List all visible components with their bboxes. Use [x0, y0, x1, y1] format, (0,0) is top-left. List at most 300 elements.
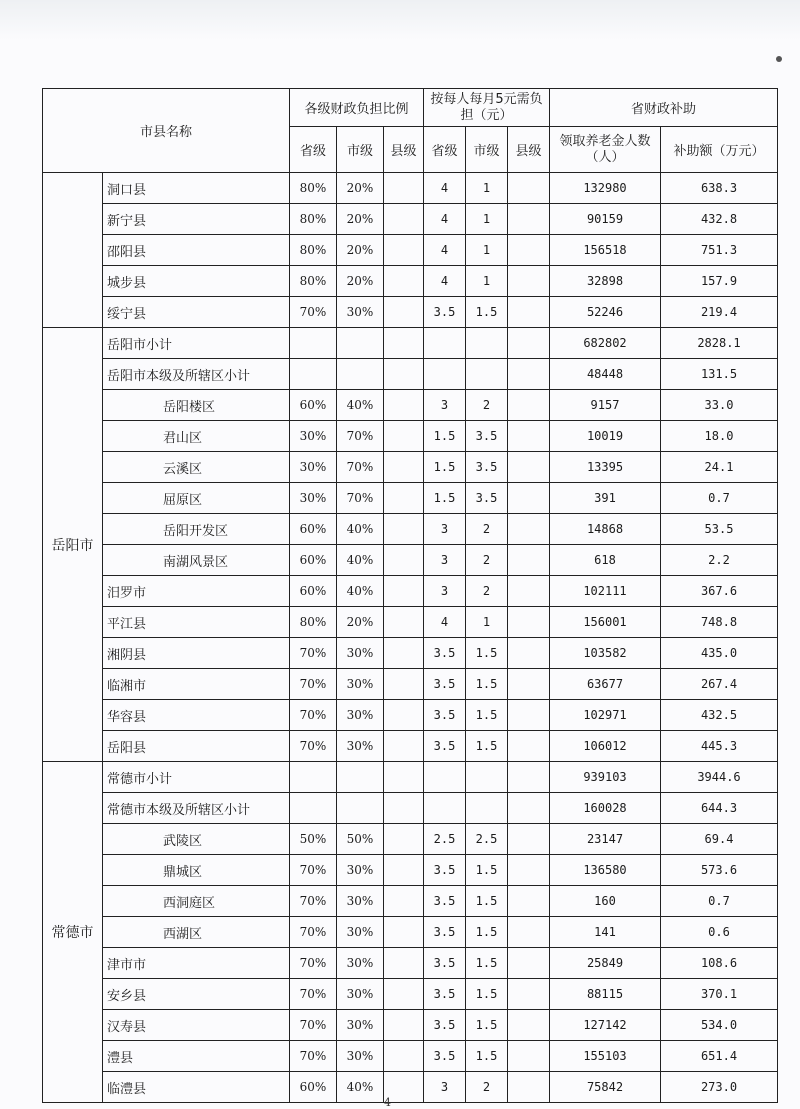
pensioner-count: 75842 [550, 1072, 661, 1103]
municipal-amount [466, 359, 508, 390]
subsidy-amount: 24.1 [661, 452, 778, 483]
municipal-amount: 1.5 [466, 638, 508, 669]
header-monthly-group: 按每人每月5元需负担（元） [424, 89, 550, 127]
municipal-amount: 2 [466, 545, 508, 576]
table-row [43, 607, 778, 638]
provincial-ratio [290, 793, 337, 824]
subsidy-amount: 108.6 [661, 948, 778, 979]
county-ratio [384, 917, 424, 948]
table-row [43, 390, 778, 421]
municipal-ratio: 20% [337, 607, 384, 638]
provincial-ratio [290, 762, 337, 793]
pensioner-count: 160028 [550, 793, 661, 824]
county-ratio [384, 1041, 424, 1072]
provincial-ratio: 30% [290, 452, 337, 483]
municipal-ratio: 70% [337, 421, 384, 452]
subsidy-amount: 445.3 [661, 731, 778, 762]
table-row [43, 793, 778, 824]
municipal-amount: 1.5 [466, 917, 508, 948]
table-row [43, 855, 778, 886]
county-amount [508, 1041, 550, 1072]
provincial-amount: 3.5 [424, 669, 466, 700]
provincial-ratio: 80% [290, 607, 337, 638]
county-amount [508, 204, 550, 235]
pensioner-count: 127142 [550, 1010, 661, 1041]
header-ratio-group: 各级财政负担比例 [290, 89, 424, 127]
pensioner-count: 63677 [550, 669, 661, 700]
county-ratio [384, 266, 424, 297]
county-name: 临澧县 [103, 1072, 290, 1103]
header-subsidy-amount: 补助额（万元） [661, 127, 778, 173]
table-row [43, 948, 778, 979]
table-row [43, 173, 778, 204]
county-ratio [384, 483, 424, 514]
county-ratio [384, 793, 424, 824]
provincial-amount: 3.5 [424, 297, 466, 328]
header-county-amount: 县级 [508, 127, 550, 173]
subsidy-amount: 644.3 [661, 793, 778, 824]
county-amount [508, 235, 550, 266]
table-row [43, 824, 778, 855]
table-row [43, 700, 778, 731]
county-ratio [384, 731, 424, 762]
table-row [43, 1010, 778, 1041]
municipal-amount: 1.5 [466, 669, 508, 700]
municipal-ratio [337, 793, 384, 824]
provincial-amount: 1.5 [424, 452, 466, 483]
provincial-ratio: 70% [290, 979, 337, 1010]
subsidy-amount: 273.0 [661, 1072, 778, 1103]
county-ratio [384, 297, 424, 328]
pensioner-count: 682802 [550, 328, 661, 359]
municipal-ratio [337, 328, 384, 359]
table-body [43, 173, 778, 1103]
county-amount [508, 886, 550, 917]
municipal-ratio: 20% [337, 173, 384, 204]
table-row [43, 638, 778, 669]
city-name: 常德市 [43, 762, 103, 1103]
county-name: 华容县 [103, 700, 290, 731]
municipal-amount: 2 [466, 390, 508, 421]
subsidy-amount: 370.1 [661, 979, 778, 1010]
provincial-amount: 3 [424, 545, 466, 576]
municipal-amount: 3.5 [466, 452, 508, 483]
pensioner-count: 88115 [550, 979, 661, 1010]
county-ratio [384, 948, 424, 979]
pensioner-count: 14868 [550, 514, 661, 545]
municipal-ratio: 20% [337, 266, 384, 297]
municipal-amount: 3.5 [466, 483, 508, 514]
provincial-amount: 3.5 [424, 1041, 466, 1072]
municipal-amount: 2 [466, 514, 508, 545]
provincial-ratio: 70% [290, 731, 337, 762]
header-provincial-amount: 省级 [424, 127, 466, 173]
pensioner-count: 25849 [550, 948, 661, 979]
county-ratio [384, 204, 424, 235]
county-amount [508, 452, 550, 483]
municipal-amount: 1 [466, 204, 508, 235]
subsidy-amount: 432.5 [661, 700, 778, 731]
pensioner-count: 32898 [550, 266, 661, 297]
subsidy-amount: 534.0 [661, 1010, 778, 1041]
pensioner-count: 103582 [550, 638, 661, 669]
county-name: 武陵区 [103, 824, 290, 855]
municipal-ratio: 70% [337, 452, 384, 483]
county-amount [508, 607, 550, 638]
county-name: 澧县 [103, 1041, 290, 1072]
header-pensioners: 领取养老金人数（人） [550, 127, 661, 173]
municipal-amount: 2 [466, 576, 508, 607]
county-name: 邵阳县 [103, 235, 290, 266]
municipal-ratio: 70% [337, 483, 384, 514]
provincial-ratio: 60% [290, 514, 337, 545]
subsidy-amount: 219.4 [661, 297, 778, 328]
table-row [43, 886, 778, 917]
provincial-ratio: 60% [290, 545, 337, 576]
county-amount [508, 1010, 550, 1041]
pensioner-count: 106012 [550, 731, 661, 762]
municipal-amount: 2.5 [466, 824, 508, 855]
provincial-amount: 4 [424, 204, 466, 235]
provincial-ratio: 80% [290, 173, 337, 204]
municipal-amount: 1 [466, 173, 508, 204]
provincial-amount: 3.5 [424, 917, 466, 948]
pensioner-count: 156001 [550, 607, 661, 638]
county-name: 汉寿县 [103, 1010, 290, 1041]
table-row [43, 917, 778, 948]
county-amount [508, 173, 550, 204]
subsidy-amount: 3944.6 [661, 762, 778, 793]
header-municipal: 市级 [337, 127, 384, 173]
county-name: 绥宁县 [103, 297, 290, 328]
subsidy-amount: 18.0 [661, 421, 778, 452]
municipal-ratio: 40% [337, 390, 384, 421]
municipal-ratio: 30% [337, 855, 384, 886]
subsidy-amount: 573.6 [661, 855, 778, 886]
subsidy-amount: 651.4 [661, 1041, 778, 1072]
provincial-amount: 3 [424, 390, 466, 421]
pension-subsidy-table [42, 88, 778, 1103]
county-amount [508, 638, 550, 669]
county-name: 岳阳开发区 [103, 514, 290, 545]
subsidy-amount: 367.6 [661, 576, 778, 607]
county-name: 安乡县 [103, 979, 290, 1010]
county-ratio [384, 576, 424, 607]
subsidy-amount: 0.7 [661, 886, 778, 917]
table-row [43, 421, 778, 452]
county-name: 南湖风景区 [103, 545, 290, 576]
county-amount [508, 1072, 550, 1103]
subsidy-amount: 0.6 [661, 917, 778, 948]
provincial-ratio: 50% [290, 824, 337, 855]
county-amount [508, 266, 550, 297]
provincial-ratio: 60% [290, 390, 337, 421]
county-amount [508, 545, 550, 576]
table-row [43, 979, 778, 1010]
municipal-ratio: 30% [337, 948, 384, 979]
county-amount [508, 731, 550, 762]
provincial-amount: 3.5 [424, 1010, 466, 1041]
provincial-ratio: 70% [290, 1010, 337, 1041]
municipal-ratio: 20% [337, 235, 384, 266]
pensioner-count: 156518 [550, 235, 661, 266]
provincial-amount: 4 [424, 173, 466, 204]
pensioner-count: 136580 [550, 855, 661, 886]
county-amount [508, 483, 550, 514]
county-ratio [384, 607, 424, 638]
provincial-amount: 3 [424, 1072, 466, 1103]
municipal-ratio: 40% [337, 576, 384, 607]
municipal-ratio: 20% [337, 204, 384, 235]
provincial-ratio: 80% [290, 204, 337, 235]
pensioner-count: 90159 [550, 204, 661, 235]
provincial-amount: 3.5 [424, 731, 466, 762]
municipal-amount: 1.5 [466, 979, 508, 1010]
county-name: 常德市本级及所辖区小计 [103, 793, 290, 824]
table-row [43, 545, 778, 576]
county-amount [508, 576, 550, 607]
county-ratio [384, 421, 424, 452]
county-ratio [384, 545, 424, 576]
county-amount [508, 514, 550, 545]
subsidy-amount: 432.8 [661, 204, 778, 235]
county-amount [508, 917, 550, 948]
municipal-amount: 1.5 [466, 700, 508, 731]
county-ratio [384, 824, 424, 855]
provincial-ratio: 70% [290, 1041, 337, 1072]
provincial-ratio [290, 328, 337, 359]
pensioner-count: 391 [550, 483, 661, 514]
pensioner-count: 13395 [550, 452, 661, 483]
pensioner-count: 132980 [550, 173, 661, 204]
header-subsidy-group: 省财政补助 [550, 89, 778, 127]
pensioner-count: 618 [550, 545, 661, 576]
county-name: 西洞庭区 [103, 886, 290, 917]
municipal-amount: 1 [466, 235, 508, 266]
table-row [43, 669, 778, 700]
provincial-amount: 3.5 [424, 700, 466, 731]
pensioner-count: 48448 [550, 359, 661, 390]
county-name: 平江县 [103, 607, 290, 638]
provincial-amount: 3.5 [424, 979, 466, 1010]
municipal-amount [466, 328, 508, 359]
county-ratio [384, 452, 424, 483]
pensioner-count: 52246 [550, 297, 661, 328]
pensioner-count: 939103 [550, 762, 661, 793]
municipal-amount: 1.5 [466, 948, 508, 979]
municipal-amount: 3.5 [466, 421, 508, 452]
subsidy-amount: 435.0 [661, 638, 778, 669]
scan-top-shadow [0, 0, 800, 40]
municipal-amount [466, 793, 508, 824]
provincial-amount: 3 [424, 576, 466, 607]
county-name: 君山区 [103, 421, 290, 452]
municipal-amount: 1.5 [466, 1041, 508, 1072]
provincial-amount: 3.5 [424, 948, 466, 979]
county-ratio [384, 886, 424, 917]
table-row [43, 1072, 778, 1103]
table-row [43, 1041, 778, 1072]
provincial-ratio: 70% [290, 669, 337, 700]
county-amount [508, 700, 550, 731]
subsidy-amount: 53.5 [661, 514, 778, 545]
county-ratio [384, 390, 424, 421]
county-amount [508, 793, 550, 824]
county-name: 湘阴县 [103, 638, 290, 669]
municipal-ratio: 30% [337, 700, 384, 731]
subsidy-amount: 751.3 [661, 235, 778, 266]
municipal-amount: 1 [466, 266, 508, 297]
subsidy-amount: 0.7 [661, 483, 778, 514]
county-ratio [384, 514, 424, 545]
municipal-ratio: 30% [337, 297, 384, 328]
pensioner-count: 10019 [550, 421, 661, 452]
table-row [43, 762, 778, 793]
subsidy-amount: 33.0 [661, 390, 778, 421]
municipal-amount: 1.5 [466, 886, 508, 917]
pensioner-count: 141 [550, 917, 661, 948]
table-row [43, 452, 778, 483]
pensioner-count: 155103 [550, 1041, 661, 1072]
provincial-ratio: 70% [290, 638, 337, 669]
subsidy-amount: 2828.1 [661, 328, 778, 359]
provincial-ratio: 80% [290, 235, 337, 266]
pensioner-count: 160 [550, 886, 661, 917]
subsidy-amount: 157.9 [661, 266, 778, 297]
county-name: 岳阳市本级及所辖区小计 [103, 359, 290, 390]
county-amount [508, 824, 550, 855]
provincial-amount: 2.5 [424, 824, 466, 855]
county-ratio [384, 669, 424, 700]
scan-speck [776, 56, 782, 62]
county-amount [508, 390, 550, 421]
county-amount [508, 979, 550, 1010]
county-amount [508, 762, 550, 793]
provincial-ratio [290, 359, 337, 390]
provincial-ratio: 70% [290, 297, 337, 328]
subsidy-amount: 267.4 [661, 669, 778, 700]
provincial-ratio: 30% [290, 483, 337, 514]
county-ratio [384, 638, 424, 669]
county-amount [508, 669, 550, 700]
municipal-ratio: 40% [337, 514, 384, 545]
header-county: 县级 [384, 127, 424, 173]
county-ratio [384, 762, 424, 793]
subsidy-amount: 69.4 [661, 824, 778, 855]
table-row [43, 359, 778, 390]
county-amount [508, 359, 550, 390]
county-amount [508, 328, 550, 359]
provincial-ratio: 70% [290, 855, 337, 886]
header-municipal-amount: 市级 [466, 127, 508, 173]
subsidy-amount: 748.8 [661, 607, 778, 638]
provincial-amount [424, 328, 466, 359]
municipal-ratio: 30% [337, 731, 384, 762]
municipal-ratio [337, 762, 384, 793]
table-row [43, 514, 778, 545]
table-row [43, 328, 778, 359]
county-name: 鼎城区 [103, 855, 290, 886]
provincial-ratio: 60% [290, 576, 337, 607]
county-ratio [384, 979, 424, 1010]
municipal-ratio: 30% [337, 886, 384, 917]
municipal-ratio: 30% [337, 979, 384, 1010]
municipal-ratio: 40% [337, 545, 384, 576]
city-name: 岳阳市 [43, 328, 103, 762]
pensioner-count: 23147 [550, 824, 661, 855]
county-ratio [384, 235, 424, 266]
provincial-amount: 3 [424, 514, 466, 545]
municipal-ratio: 30% [337, 1010, 384, 1041]
header-city-county-name: 市县名称 [43, 89, 290, 173]
pensioner-count: 102111 [550, 576, 661, 607]
provincial-amount: 3.5 [424, 855, 466, 886]
provincial-amount: 4 [424, 607, 466, 638]
provincial-ratio: 70% [290, 886, 337, 917]
municipal-ratio: 30% [337, 669, 384, 700]
municipal-amount: 1.5 [466, 855, 508, 886]
county-ratio [384, 1010, 424, 1041]
county-ratio [384, 328, 424, 359]
municipal-ratio: 30% [337, 1041, 384, 1072]
municipal-amount: 2 [466, 1072, 508, 1103]
county-amount [508, 297, 550, 328]
table-row [43, 204, 778, 235]
county-name: 津市市 [103, 948, 290, 979]
table-row [43, 266, 778, 297]
county-ratio [384, 700, 424, 731]
county-name: 临湘市 [103, 669, 290, 700]
table-row [43, 731, 778, 762]
table-row [43, 576, 778, 607]
subsidy-amount: 638.3 [661, 173, 778, 204]
county-name: 岳阳楼区 [103, 390, 290, 421]
county-amount [508, 948, 550, 979]
provincial-amount: 1.5 [424, 483, 466, 514]
provincial-amount: 3.5 [424, 886, 466, 917]
provincial-amount: 4 [424, 266, 466, 297]
county-amount [508, 421, 550, 452]
municipal-amount: 1.5 [466, 1010, 508, 1041]
county-ratio [384, 173, 424, 204]
subsidy-amount: 131.5 [661, 359, 778, 390]
municipal-amount: 1.5 [466, 297, 508, 328]
county-ratio [384, 359, 424, 390]
municipal-ratio [337, 359, 384, 390]
pensioner-count: 102971 [550, 700, 661, 731]
provincial-amount [424, 359, 466, 390]
county-name: 云溪区 [103, 452, 290, 483]
pensioner-count: 9157 [550, 390, 661, 421]
provincial-amount: 1.5 [424, 421, 466, 452]
municipal-amount [466, 762, 508, 793]
county-name: 岳阳县 [103, 731, 290, 762]
municipal-amount: 1 [466, 607, 508, 638]
table-row [43, 235, 778, 266]
county-name: 新宁县 [103, 204, 290, 235]
provincial-amount [424, 793, 466, 824]
county-name: 城步县 [103, 266, 290, 297]
page-number: 4 [384, 1096, 391, 1109]
table-header [43, 89, 778, 173]
county-name: 岳阳市小计 [103, 328, 290, 359]
county-name: 屈原区 [103, 483, 290, 514]
provincial-amount: 4 [424, 235, 466, 266]
table-row [43, 297, 778, 328]
municipal-ratio: 40% [337, 1072, 384, 1103]
provincial-amount [424, 762, 466, 793]
header-provincial: 省级 [290, 127, 337, 173]
